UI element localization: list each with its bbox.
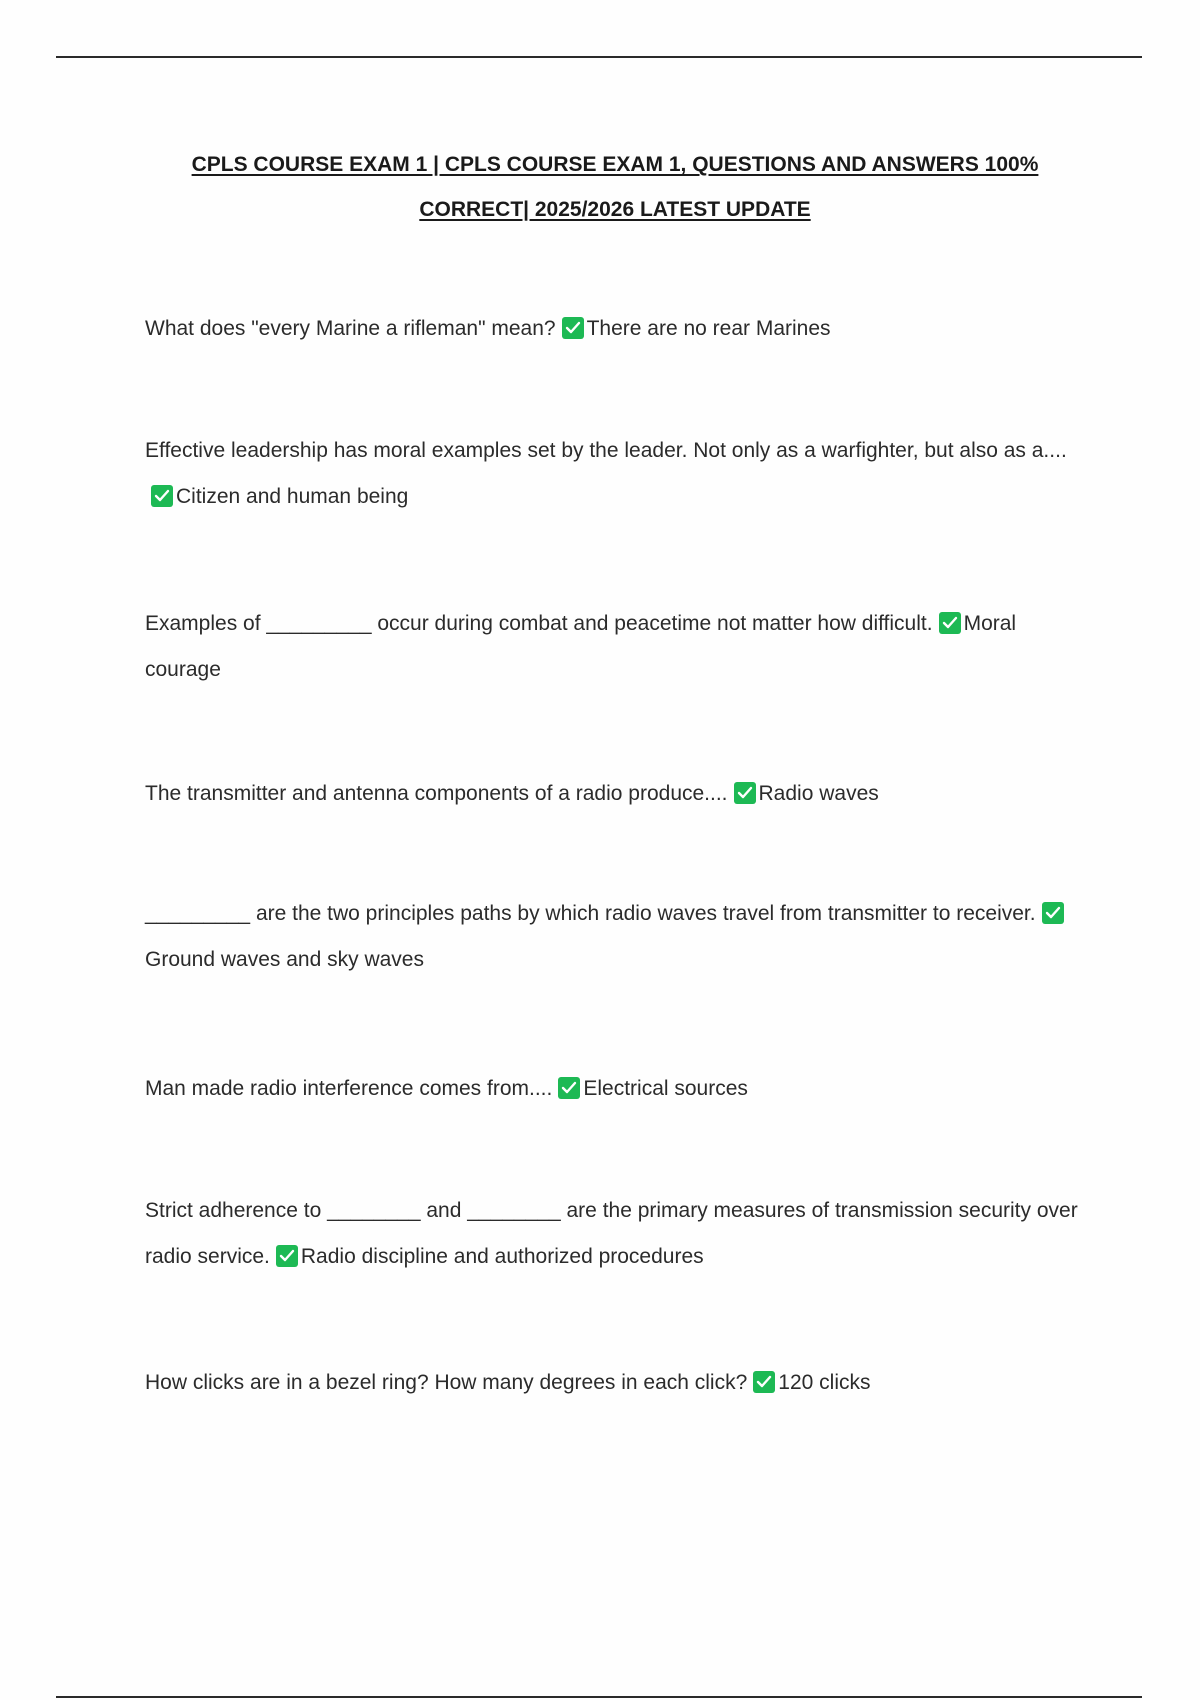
question-text: Examples of _________ occur during combat and peacetime not matter how difficult. [145,612,933,635]
qa-item-4 [145,771,1090,817]
qa-item-6 [145,1066,1090,1112]
check-mark-icon [753,1371,775,1393]
answer-text: Radio waves [758,782,879,805]
check-mark-icon [1042,902,1064,924]
qa-item-7 [145,1188,1090,1280]
question-text: The transmitter and antenna components of a radio produce.... [145,782,728,805]
question-text: Man made radio interference comes from.... [145,1077,553,1100]
answer-text: Citizen and human being [176,485,409,508]
qa-item-3 [145,601,1090,693]
qa-item-8 [145,1360,1090,1406]
check-mark-icon [558,1077,580,1099]
qa-item-5 [145,891,1090,983]
question-text: Strict adherence to ________ and ________ are the primary measures of transmission security over radio service. [145,1199,1078,1268]
answer-text: Electrical sources [583,1077,748,1100]
answer-text: Ground waves and sky waves [145,948,424,971]
check-mark-icon [734,782,756,804]
check-mark-icon [276,1245,298,1267]
check-mark-icon [562,317,584,339]
check-mark-icon [939,612,961,634]
answer-text: There are no rear Marines [586,317,831,340]
top-rule [56,56,1142,58]
question-text: How clicks are in a bezel ring? How many degrees in each click? [145,1371,748,1394]
document-title: CPLS COURSE EXAM 1 | CPLS COURSE EXAM 1, QUESTIONS AND ANSWERS 100% CORRECT| 2025/2026 LATEST UPDATE [191,153,1039,221]
qa-item-1 [145,306,1090,352]
question-text: What does "every Marine a rifleman" mean? [145,317,556,340]
question-text: _________ are the two principles paths by which radio waves travel from transmitter to receiver. [145,902,1036,925]
check-mark-icon [151,485,173,507]
question-text: Effective leadership has moral examples set by the leader. Not only as a warfighter, but also as a.... [145,439,1067,462]
answer-text: Radio discipline and authorized procedures [300,1245,704,1268]
answer-text: Moral courage [145,612,1017,681]
answer-text: 120 clicks [778,1371,871,1394]
qa-item-2 [145,428,1090,520]
bottom-rule [56,1696,1142,1698]
